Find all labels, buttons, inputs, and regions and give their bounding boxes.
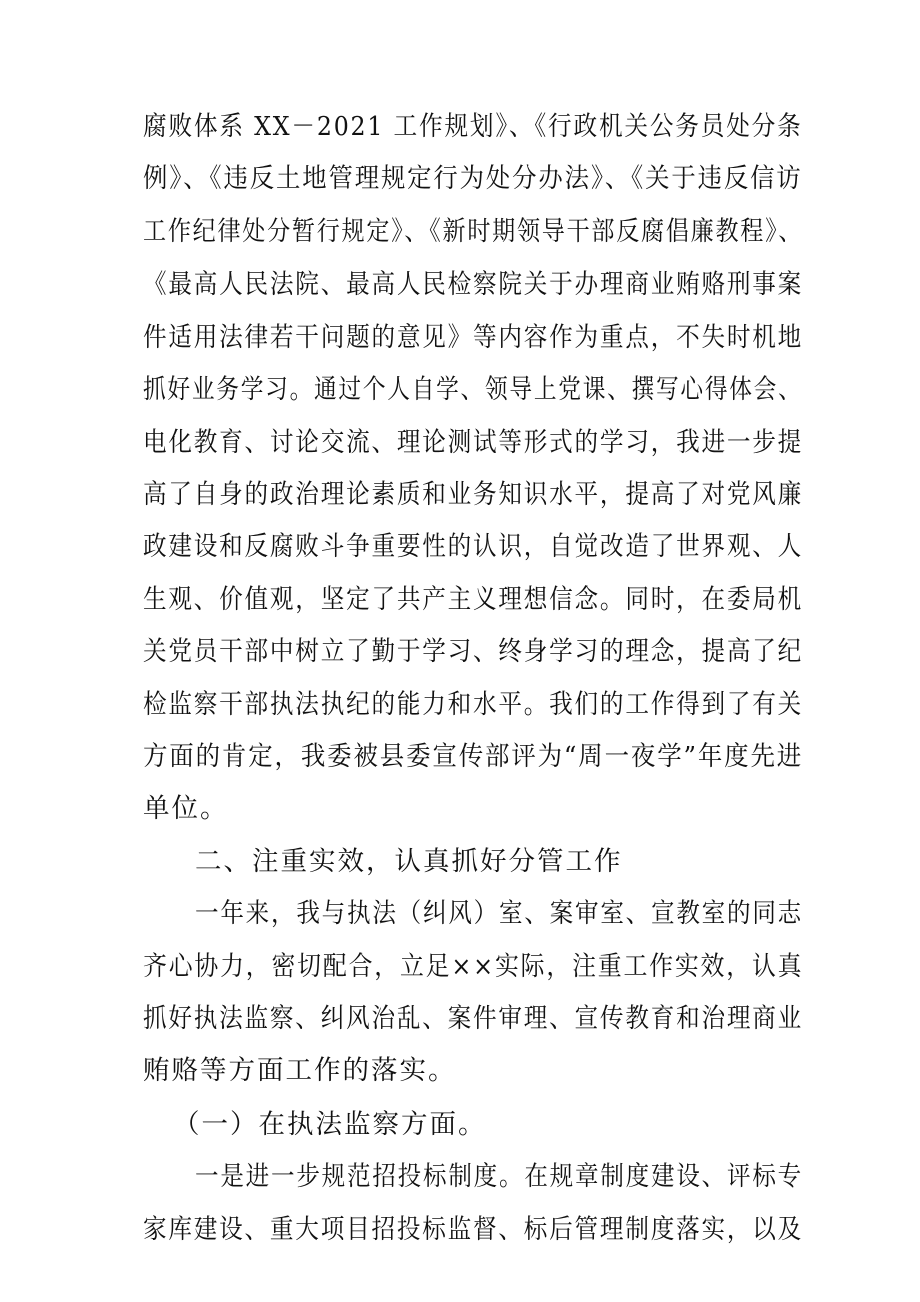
text-line: 件适用法律若干问题的意见》等内容作为重点，不失时机地 [143, 322, 804, 353]
text-line: 齐心协力，密切配合，立足××实际，注重工作实效，认真 [143, 951, 804, 982]
text-line: 检监察干部执法执纪的能力和水平。我们的工作得到了有关 [143, 689, 804, 720]
text-line: 生观、价值观，坚定了共产主义理想信念。同时，在委局机 [143, 584, 804, 615]
text-line: 电化教育、讨论交流、理论测试等形式的学习，我进一步提 [143, 427, 804, 458]
text-line: 方面的肯定，我委被县委宣传部评为“周一夜学”年度先进 [143, 741, 804, 772]
text-line: 例》、《违反土地管理规定行为处分办法》、《关于违反信访 [143, 163, 803, 194]
text-line: 关党员干部中树立了勤于学习、终身学习的理念，提高了纪 [143, 636, 804, 667]
text-line: 高了自身的政治理论素质和业务知识水平，提高了对党风廉 [143, 479, 804, 510]
text-line: 政建设和反腐败斗争重要性的认识，自觉改造了世界观、人 [143, 531, 804, 562]
text-line: 抓好业务学习。通过个人自学、领导上党课、撰写心得体会、 [143, 374, 803, 405]
text-line: 贿赂等方面工作的落实。 [143, 1055, 457, 1086]
text-line: 单位。 [143, 793, 229, 824]
subsection-heading: （一）在执法监察方面。 [173, 1109, 487, 1140]
text-line: 家库建设、重大项目招投标监督、标后管理制度落实，以及 [143, 1214, 804, 1245]
text-line: 《最高人民法院、最高人民检察院关于办理商业贿赂刑事案 [143, 269, 804, 300]
text-line: 一是进一步规范招投标制度。在规章制度建设、评标专 [195, 1161, 804, 1192]
text-line: 一年来，我与执法（纠风）室、案审室、宣教室的同志 [195, 898, 804, 929]
section-heading: 二、注重实效，认真抓好分管工作 [195, 846, 623, 877]
text-line: 腐败体系 XX－2021 工作规划》、《行政机关公务员处分条 [143, 111, 803, 142]
text-line: 抓好执法监察、纠风治乱、案件审理、宣传教育和治理商业 [143, 1003, 804, 1034]
text-line: 工作纪律处分暂行规定》、《新时期领导干部反腐倡廉教程》、 [143, 216, 804, 247]
